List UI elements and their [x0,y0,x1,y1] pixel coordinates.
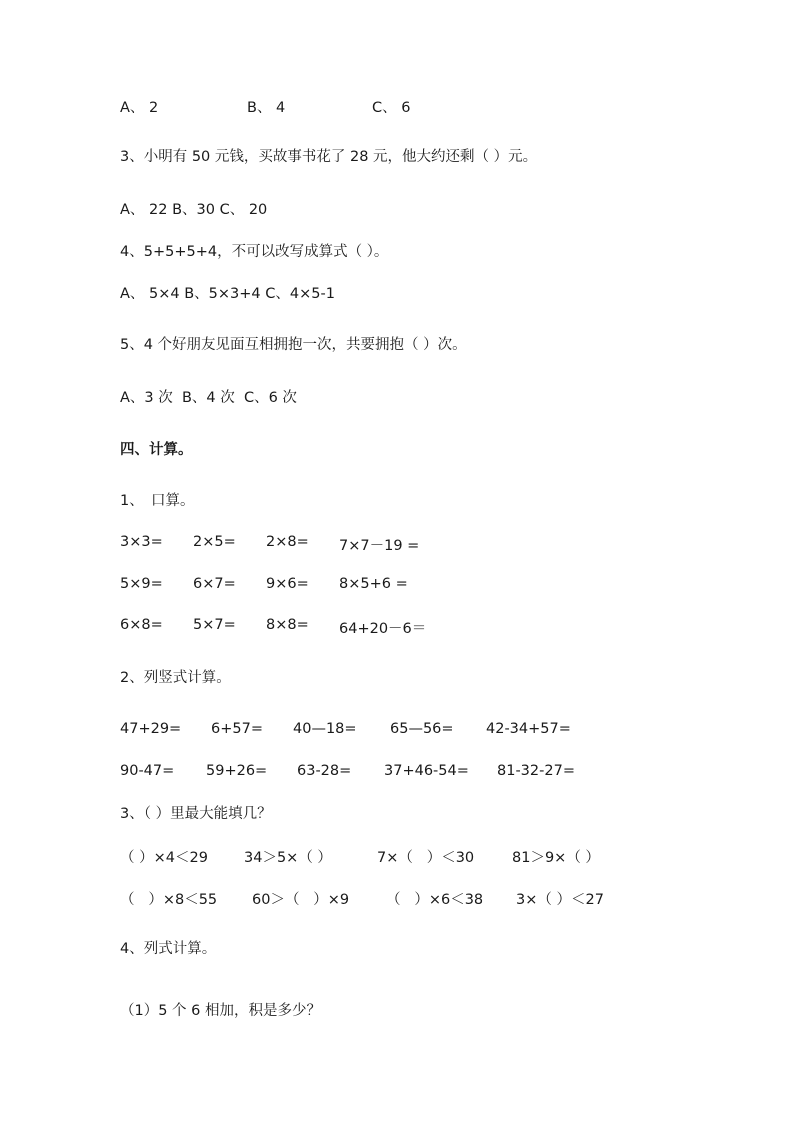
vertical-cell: 81-32-27= [497,763,575,779]
oral-cell: 64+20－6＝ [339,621,427,637]
q4-question: 4、5+5+5+4，不可以改写成算式（ ）。 [120,244,389,260]
q2-option-b: B、 4 [247,100,286,116]
fill-cell: （ ）×4＜29 [120,850,208,866]
oral-cell: 7×7－19 = [339,538,420,554]
fill-title: 3、（ ）里最大能填几？ [120,806,272,822]
q3-question: 3、小明有 50 元钱，买故事书花了 28 元，他大约还剩（ ）元。 [120,149,538,165]
oral-cell: 5×9= [120,576,163,592]
vertical-cell: 6+57= [211,721,263,737]
vertical-cell: 90-47= [120,763,175,779]
q5-question: 5、4 个好朋友见面互相拥抱一次，共要拥抱（ ）次。 [120,337,467,353]
section4-title: 四、计算。 [120,442,193,458]
vertical-cell: 47+29= [120,721,182,737]
fill-cell: 60＞（ ）×9 [252,892,350,908]
vertical-cell: 37+46-54= [384,763,469,779]
oral-title: 1、 口算。 [120,493,195,509]
vertical-cell: 65—56= [390,721,454,737]
oral-cell: 8×8= [266,617,309,633]
fill-cell: 3×（ ）＜27 [516,892,604,908]
vertical-cell: 40—18= [293,721,357,737]
oral-cell: 9×6= [266,576,309,592]
q5-options: A、3 次 B、4 次 C、6 次 [120,390,297,406]
vertical-cell: 63-28= [297,763,352,779]
word-item-1: （1）5 个 6 相加，积是多少？ [120,1003,322,1019]
oral-cell: 2×5= [193,534,236,550]
fill-cell: （ ）×6＜38 [386,892,484,908]
q2-option-a: A、 2 [120,100,159,116]
q3-options: A、 22 B、30 C、 20 [120,202,268,218]
oral-cell: 6×8= [120,617,163,633]
oral-cell: 8×5+6 = [339,576,408,592]
vertical-title: 2、列竖式计算。 [120,670,231,686]
oral-cell: 5×7= [193,617,236,633]
fill-cell: 34＞5×（ ） [244,850,332,866]
oral-cell: 2×8= [266,534,309,550]
fill-cell: 7×（ ）＜30 [377,850,475,866]
oral-cell: 3×3= [120,534,163,550]
word-title: 4、列式计算。 [120,941,217,957]
q2-option-c: C、 6 [372,100,411,116]
oral-cell: 6×7= [193,576,236,592]
q4-options: A、 5×4 B、5×3+4 C、4×5-1 [120,286,335,302]
vertical-cell: 59+26= [206,763,268,779]
vertical-cell: 42-34+57= [486,721,571,737]
fill-cell: 81＞9×（ ） [512,850,600,866]
fill-cell: （ ）×8＜55 [120,892,218,908]
